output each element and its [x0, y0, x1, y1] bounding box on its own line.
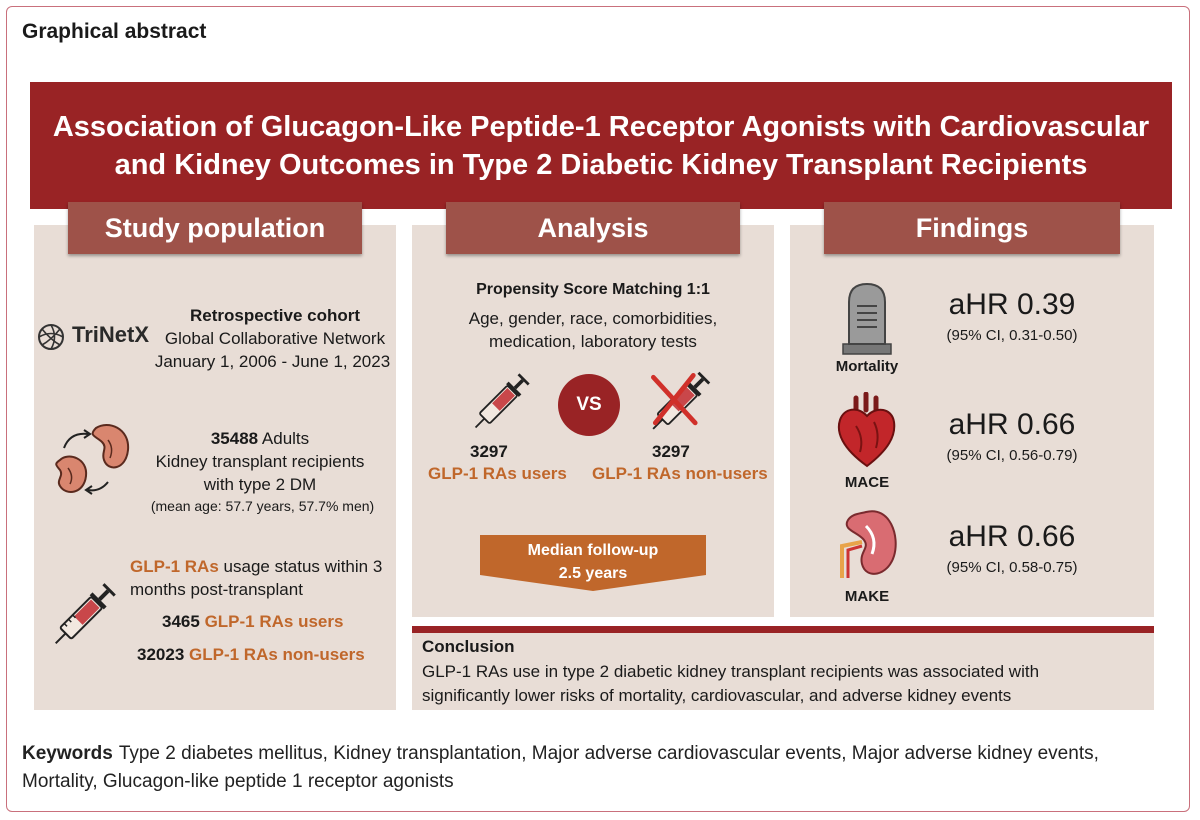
conclusion-title: Conclusion — [422, 637, 515, 656]
nonusers-count: 32023 — [137, 645, 185, 664]
study-population-header: Study population — [68, 202, 362, 254]
tombstone-icon — [841, 280, 893, 356]
network-logo-text: TriNetX — [72, 322, 150, 347]
title-banner — [30, 82, 1172, 209]
psm-title: Propensity Score Matching 1:1 — [476, 281, 710, 298]
analysis-users-count: 3297 — [470, 442, 508, 461]
cohort-dates: January 1, 2006 - June 1, 2023 — [154, 352, 391, 371]
followup-line2: 2.5 years — [558, 565, 628, 582]
finding-ahr-mortality: aHR 0.39 — [948, 288, 1076, 321]
analysis-users-label: GLP-1 RAs users — [428, 464, 567, 483]
analysis-nonusers-label: GLP-1 RAs non-users — [592, 464, 768, 483]
finding-ahr-make: aHR 0.66 — [948, 520, 1076, 553]
heart-icon — [834, 392, 900, 468]
users-count: 3465 — [162, 612, 200, 631]
adults-line — [130, 428, 390, 450]
nonusers-label: GLP-1 RAs non-users — [189, 645, 365, 664]
demographics: (mean age: 57.7 years, 57.7% men) — [150, 498, 375, 514]
analysis-header: Analysis — [446, 202, 740, 254]
syringe-icon — [42, 575, 126, 655]
finding-label-make: MAKE — [844, 588, 890, 605]
usage-line2: months post-transplant — [130, 580, 303, 599]
usage-drug: GLP-1 RAs — [130, 557, 219, 576]
nonusers-syringe-icon — [640, 364, 720, 440]
nonusers-line — [137, 644, 392, 666]
adults-count: 35488 — [210, 429, 259, 448]
conclusion-text — [422, 660, 1142, 708]
network-logo-icon — [36, 322, 66, 352]
keywords — [22, 740, 1142, 796]
finding-ahr-mace: aHR 0.66 — [948, 408, 1076, 441]
vs-badge: VS — [558, 374, 620, 436]
users-syringe-icon — [462, 366, 540, 438]
covariates-line1: Age, gender, race, comorbidities, — [468, 309, 718, 328]
findings-header: Findings — [824, 202, 1120, 254]
finding-label-mace: MACE — [844, 474, 890, 491]
graphical-abstract-label: Graphical abstract — [22, 20, 207, 43]
keywords-text: Type 2 diabetes mellitus, Kidney transplantation, Major adverse cardiovascular events, Major adverse kidney events, Mortality, Glucagon-like peptide 1 receptor agonists — [22, 743, 1099, 792]
followup-line1: Median follow-up — [527, 542, 659, 559]
conclusion-line2: significantly lower risks of mortality, cardiovascular, and adverse kidney events — [422, 686, 1012, 705]
finding-label-mortality: Mortality — [835, 358, 899, 375]
analysis-nonusers-count: 3297 — [652, 442, 690, 461]
finding-ci-make: (95% CI, 0.58-0.75) — [946, 559, 1078, 576]
cohort-title: Retrospective cohort — [189, 306, 361, 325]
covariates-line2: medication, laboratory tests — [489, 332, 697, 351]
kidney-transplant-icon — [48, 420, 136, 500]
finding-ci-mace: (95% CI, 0.56-0.79) — [946, 447, 1078, 464]
kidney-icon — [836, 506, 900, 582]
conclusion-box — [412, 626, 1154, 710]
keywords-label: Keywords — [22, 743, 113, 764]
network-name: Global Collaborative Network — [164, 329, 386, 348]
finding-ci-mortality: (95% CI, 0.31-0.50) — [946, 327, 1078, 344]
recipients-line1: Kidney transplant recipients — [155, 452, 365, 471]
usage-line1-rest: usage status within 3 — [223, 557, 383, 576]
users-label: GLP-1 RAs users — [204, 612, 344, 631]
abstract-title: Association of Glucagon-Like Peptide-1 Receptor Agonists with Cardiovascular and Kidney Outcomes in Type 2 Diabetic Kidney Transplant Recipients — [52, 110, 1150, 181]
conclusion-line1: GLP-1 RAs use in type 2 diabetic kidney transplant recipients was associated with — [422, 662, 1040, 681]
recipients-line2: with type 2 DM — [203, 475, 317, 494]
users-line — [162, 611, 392, 633]
adults-label: Adults — [261, 429, 310, 448]
usage-line1 — [130, 556, 390, 578]
